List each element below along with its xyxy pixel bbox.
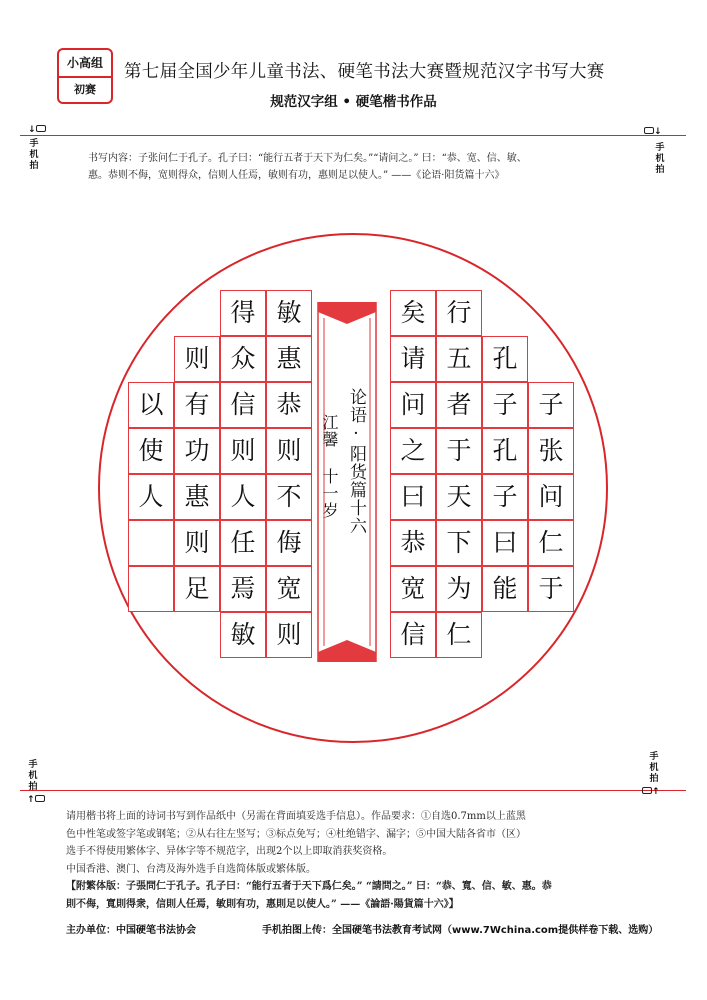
content-line-1: 书写内容：子张问仁于孔子。孔子曰：“能行五者于天下为仁矣。”“请问之。” 曰：“恭、宽、信、敏、 xyxy=(88,153,527,164)
grid-cell: 宽 xyxy=(390,566,436,612)
grid-cell: 敏 xyxy=(220,612,266,658)
upload-info-text: 手机拍图上传：全国硬笔书法教育考试网（www.7Wchina.com提供样卷下载、选购） xyxy=(262,925,659,936)
source-title: 论语·阳货篇十六 xyxy=(346,388,366,535)
instructions xyxy=(66,808,646,913)
arrow-down-icon: ↓ xyxy=(654,127,662,137)
grid-cell: 孔 xyxy=(482,336,528,382)
grid-cell: 张 xyxy=(528,428,574,474)
top-right-mark xyxy=(644,127,666,176)
writing-content xyxy=(88,150,618,184)
badge-stage: 初赛 xyxy=(74,83,96,96)
page-subtitle: 规范汉字组 • 硬笔楷书作品 xyxy=(270,94,437,110)
grid-cell: 子 xyxy=(482,474,528,520)
grid-cell: 之 xyxy=(390,428,436,474)
grid-cell: 子 xyxy=(482,382,528,428)
grid-cell: 孔 xyxy=(482,428,528,474)
grid-cell: 则 xyxy=(174,520,220,566)
grid-cell: 众 xyxy=(220,336,266,382)
grid-cell: 于 xyxy=(528,566,574,612)
grid-cell: 仁 xyxy=(436,612,482,658)
grid-cell: 侮 xyxy=(266,520,312,566)
grid-cell: 矣 xyxy=(390,290,436,336)
grid-cell: 信 xyxy=(390,612,436,658)
grid-cell: 子 xyxy=(528,382,574,428)
writing-grid xyxy=(120,290,574,670)
content-line-2: 惠。恭则不侮，宽则得众，信则人任焉，敏则有功，惠则足以使人。” ——《论语·阳货篇十六》 xyxy=(88,170,505,181)
instructions-line-4: 中国香港、澳门、台湾及海外选手自选简体版或繁体版。 xyxy=(66,863,316,875)
grid-cell: 天 xyxy=(436,474,482,520)
camera-icon xyxy=(36,125,46,132)
grid-cell: 于 xyxy=(436,428,482,474)
instructions-line-6: 則不侮，寬則得衆，信則人任焉，敏則有功，惠則足以使人。” ——《論語·陽貨篇十六》】 xyxy=(66,898,459,910)
bottom-right-mark xyxy=(648,752,660,797)
grid-cell: 焉 xyxy=(220,566,266,612)
grid-cell xyxy=(128,566,174,612)
camera-icon xyxy=(644,127,654,134)
bottom-divider-line xyxy=(20,790,686,791)
grid-cell: 足 xyxy=(174,566,220,612)
grid-cell: 功 xyxy=(174,428,220,474)
grid-cell: 则 xyxy=(266,428,312,474)
author-info: 江馨 十一岁 xyxy=(320,414,339,519)
grid-cell: 行 xyxy=(436,290,482,336)
grid-cell: 任 xyxy=(220,520,266,566)
instructions-line-3: 选手不得使用繁体字、异体字等不规范字，出现2个以上即取消获奖资格。 xyxy=(66,846,393,857)
organizer-text: 主办单位：中国硬笔书法协会 xyxy=(66,925,196,936)
grid-cell: 以 xyxy=(128,382,174,428)
grid-cell: 下 xyxy=(436,520,482,566)
badge-group: 小高组 xyxy=(59,50,111,78)
center-strip xyxy=(312,290,382,670)
grid-cell: 不 xyxy=(266,474,312,520)
bottom-left-mark xyxy=(27,760,45,805)
photo-label-bottom-left: 手机拍 xyxy=(28,760,38,792)
instructions-line-5: 【附繁体版：子張問仁于孔子。孔子曰：“能行五者于天下爲仁矣。” “請問之。” 曰：“恭、寬、信、敏、惠。恭 xyxy=(66,881,552,892)
grid-cell: 曰 xyxy=(390,474,436,520)
instructions-line-1: 请用楷书将上面的诗词书写到作品纸中（另需在背面填妥选手信息）。作品要求：①自选0.7mm以上蓝黑 xyxy=(66,811,526,822)
grid-cell: 使 xyxy=(128,428,174,474)
grid-cell: 人 xyxy=(220,474,266,520)
grid-cell: 有 xyxy=(174,382,220,428)
grid-cell: 者 xyxy=(436,382,482,428)
grid-cell: 请 xyxy=(390,336,436,382)
camera-icon xyxy=(35,795,45,802)
grid-cell: 信 xyxy=(220,382,266,428)
photo-label-top-right: 手机拍 xyxy=(655,143,665,175)
grid-cell: 问 xyxy=(390,382,436,428)
page-title: 第七届全国少年儿童书法、硬笔书法大赛暨规范汉字书写大赛 xyxy=(124,62,605,82)
photo-label-top-left: 手机拍 xyxy=(29,139,39,171)
grid-cell: 则 xyxy=(174,336,220,382)
top-left-mark xyxy=(28,125,46,172)
camera-icon xyxy=(642,787,652,794)
grid-cell: 恭 xyxy=(266,382,312,428)
grid-cell: 敏 xyxy=(266,290,312,336)
arrow-up-icon: ↑ xyxy=(27,795,35,805)
grid-cell: 为 xyxy=(436,566,482,612)
top-divider-line xyxy=(20,135,686,136)
grid-cell: 曰 xyxy=(482,520,528,566)
grid-cell: 恭 xyxy=(390,520,436,566)
grid-cell: 惠 xyxy=(266,336,312,382)
arrow-up-icon: ↑ xyxy=(652,787,660,797)
grid-cell: 能 xyxy=(482,566,528,612)
grid-cell: 人 xyxy=(128,474,174,520)
grid-cell: 宽 xyxy=(266,566,312,612)
grid-cell: 则 xyxy=(266,612,312,658)
grid-cell: 惠 xyxy=(174,474,220,520)
grid-cell: 则 xyxy=(220,428,266,474)
photo-label-bottom-right: 手机拍 xyxy=(649,752,659,784)
instructions-line-2: 色中性笔或签字笔或钢笔；②从右往左竖写；③标点免写；④杜绝错字、漏字；⑤中国大陆各省市（区） xyxy=(66,828,526,840)
grid-cell: 问 xyxy=(528,474,574,520)
grid-cell: 仁 xyxy=(528,520,574,566)
grid-cell: 五 xyxy=(436,336,482,382)
arrow-down-icon: ↓ xyxy=(28,125,46,135)
grid-cell: 得 xyxy=(220,290,266,336)
grid-cell xyxy=(128,520,174,566)
